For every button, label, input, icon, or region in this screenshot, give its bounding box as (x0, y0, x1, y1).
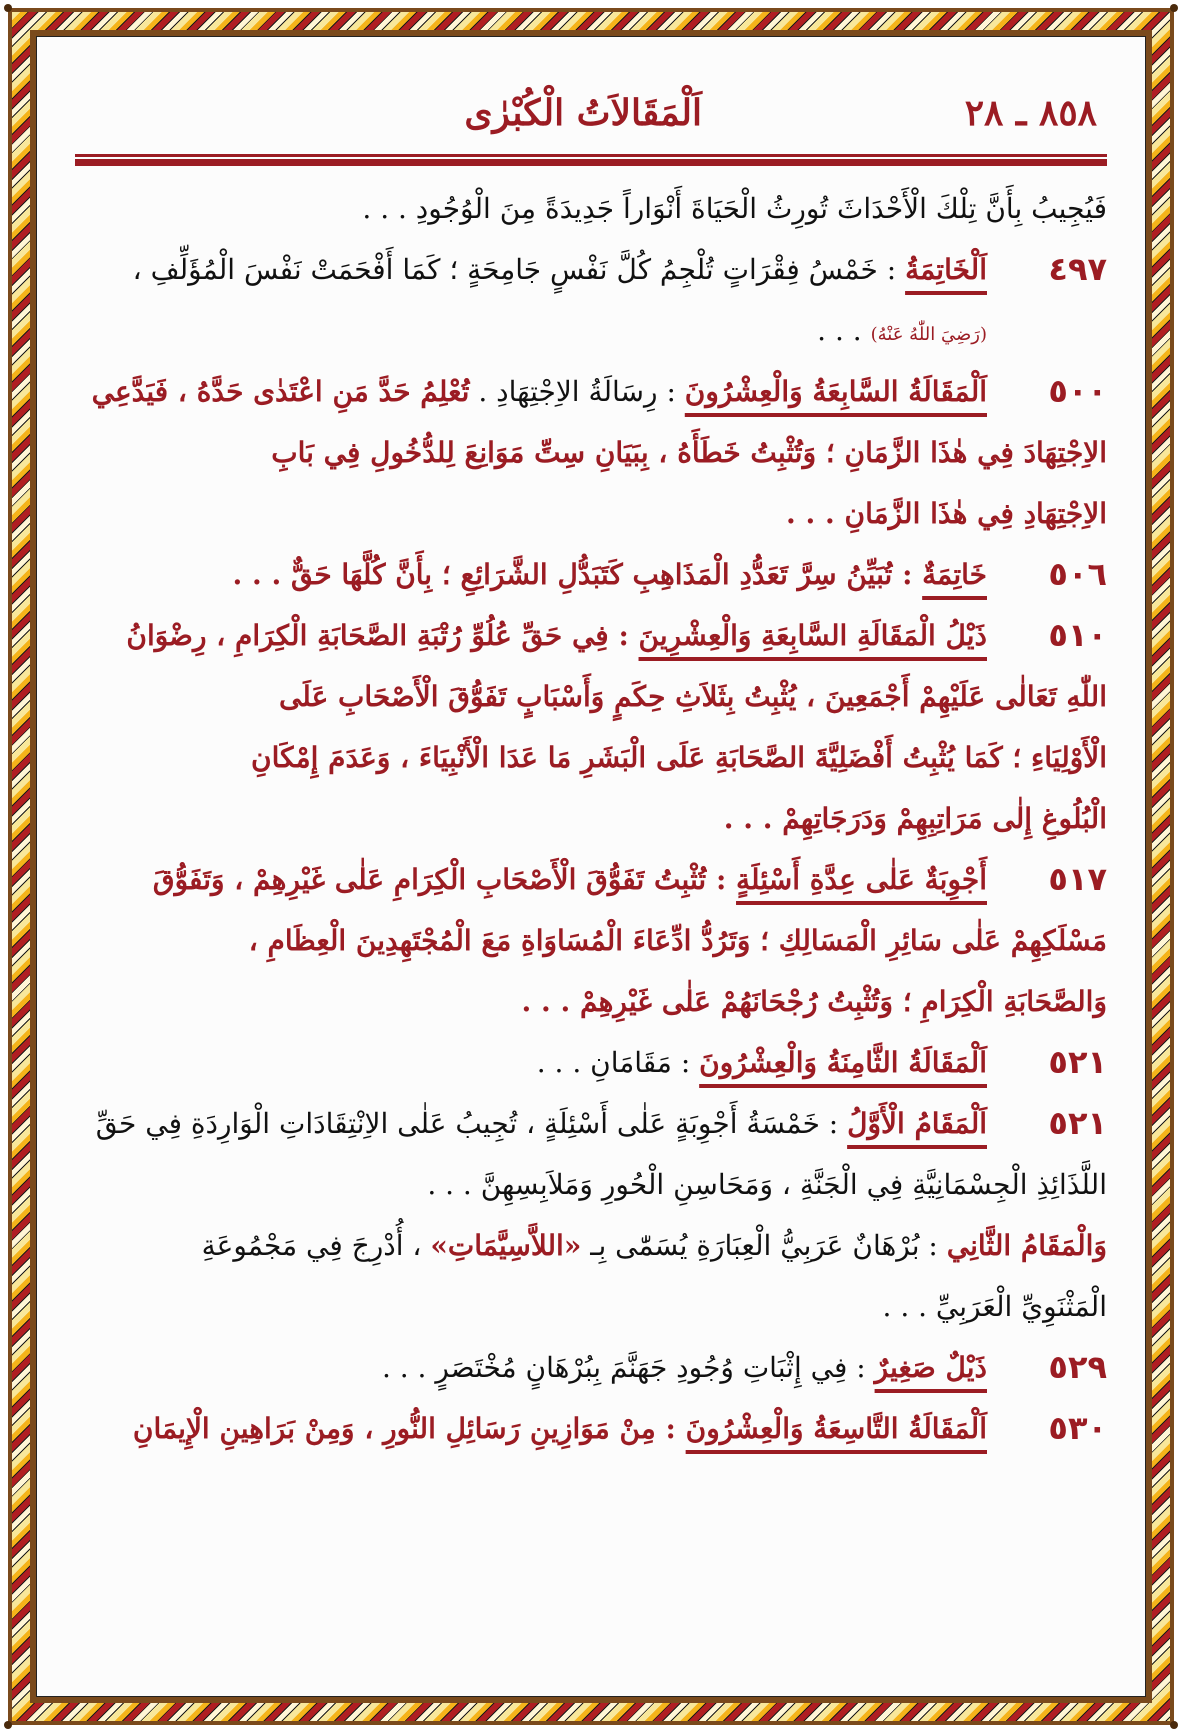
frame-corner-knob (4, 1721, 12, 1729)
frame-corner-knob (1170, 4, 1178, 12)
entry-heading[interactable]: ذَيْلٌ صَغِيرٌ (874, 1351, 987, 1384)
index-entry-530 (75, 1398, 1107, 1459)
entry-text: : خَمْسُ فِقْرَاتٍ تُلْجِمُ كُلَّ نَفْسٍ جَامِحَةٍ ؛ كَمَا أَفْحَمَتْ نَفْسَ الْمُؤَلِّفِ ، (132, 253, 906, 286)
page-number: ٥١٧ (1048, 860, 1107, 898)
entry-text: وَالصَّحَابَةِ الْكِرَامِ ؛ وَتُثْبِتُ رُجْحَانَهُمْ عَلٰى غَيْرِهِمْ . . . (521, 985, 1107, 1018)
running-header (75, 92, 1107, 142)
entry-text: اللّٰهِ تَعَالٰى عَلَيْهِمْ أَجْمَعِينَ ، يُثْبِتُ بِثَلاَثِ حِكَمٍ وَأَسْبَابٍ تَفَوُّقَ الْأَصْحَابِ عَلَى (278, 680, 1107, 713)
frame-corner-knob (4, 4, 12, 12)
entry-text: مَسْلَكِهِمْ عَلٰى سَائِرِ الْمَسَالِكِ ؛ وَتَرُدُّ ادِّعَاءَ الْمُسَاوَاةِ مَعَ الْمُجْتَهِدِينَ الْعِظَامِ ، (248, 924, 1107, 957)
quoted-title: «اللاَّسِيَّمَاتِ» (430, 1229, 582, 1262)
honorific-glyph: (رَضِيَ اللّٰهُ عَنْهُ) (870, 324, 987, 345)
page-number: ٥٢١ (1048, 1043, 1107, 1081)
index-entry-521-article (75, 1032, 1107, 1093)
entry-heading[interactable]: وَالْمَقَامُ الثَّانِي (946, 1229, 1107, 1262)
page-number: ٥٠٦ (1048, 555, 1107, 593)
entry-text: : بُرْهَانٌ عَرَبِيُّ الْعِبَارَةِ يُسَمّٰى بِـ (581, 1229, 947, 1262)
entry-heading[interactable]: اَلْخَاتِمَةُ (905, 253, 987, 286)
intro-text: فَيُجِيبُ بِأَنَّ تِلْكَ الْأَحْدَاثَ تُورِثُ الْحَيَاةَ أَنْوَاراً جَدِيدَةً مِنَ الْوُجُودِ . . . (362, 192, 1107, 225)
entry-heading[interactable]: اَلْمَقَامُ الْأَوَّلُ (847, 1107, 987, 1140)
page-number: ٥٢١ (1048, 1104, 1107, 1142)
entry-heading[interactable]: اَلْمَقَالَةُ الثَّامِنَةُ وَالْعِشْرُونَ (699, 1046, 987, 1079)
page-number: ٥٣٠ (1048, 1409, 1107, 1447)
entry-text: الْمَثْنَوِيِّ الْعَرَبِيِّ . . . (882, 1290, 1107, 1323)
entry-heading[interactable]: اَلْمَقَالَةُ السَّابِعَةُ وَالْعِشْرُونَ (684, 375, 987, 408)
entry-text: ، أُدْرِجَ فِي مَجْمُوعَةِ (201, 1229, 431, 1262)
index-entry-497 (75, 239, 1107, 361)
entry-text: الْأَوْلِيَاءِ ؛ كَمَا يُثْبِتُ أَفْضَلِيَّةَ الصَّحَابَةِ عَلَى الْبَشَرِ مَا عَدَا الْأَنْبِيَاءَ ، وَعَدَمَ إِمْكَانِ (251, 741, 1107, 774)
index-entry-529 (75, 1337, 1107, 1398)
index-entry-second-station (75, 1215, 1107, 1337)
index-content (75, 178, 1107, 1459)
index-entry-510 (75, 605, 1107, 849)
entry-text: : تُثْبِتُ تَفَوُّقَ الْأَصْحَابِ الْكِرَامِ عَلٰى غَيْرِهِمْ ، وَتَفَوُّقَ (152, 863, 737, 896)
ellipsis: . . . (817, 314, 862, 347)
index-entry-521-first-station (75, 1093, 1107, 1215)
index-entry-517 (75, 849, 1107, 1032)
entry-text: : فِي حَقِّ عُلُوِّ رُتْبَةِ الصَّحَابَةِ الْكِرَامِ ، رِضْوَانُ (126, 619, 639, 652)
book-title: اَلْمَقَالاَتُ الْكُبْرٰى (464, 92, 702, 134)
entry-text: : تُبَيِّنُ سِرَّ تَعَدُّدِ الْمَذَاهِبِ كَتَبَدُّلِ الشَّرَائِعِ ؛ بِأَنَّ كُلَّهَا حَقٌّ . . . (232, 558, 923, 591)
entry-text: : مِنْ مَوَازِينِ رَسَائِلِ النُّورِ ، وَمِنْ بَرَاهِينِ الْإِيمَانِ (132, 1412, 686, 1445)
entry-heading[interactable]: اَلْمَقَالَةُ التَّاسِعَةُ وَالْعِشْرُونَ (685, 1412, 987, 1445)
intro-line (75, 178, 1107, 239)
entry-subtitle: : رِسَالَةُ الاِجْتِهَادِ . (469, 375, 685, 408)
entry-text: الْبُلُوغِ إِلٰى مَرَاتِبِهِمْ وَدَرَجَاتِهِمْ . . . (723, 802, 1107, 835)
entry-heading[interactable]: أَجْوِبَةٌ عَلٰى عِدَّةِ أَسْئِلَةٍ (736, 863, 987, 896)
entry-text: : خَمْسَةُ أَجْوِبَةٍ عَلٰى أَسْئِلَةٍ ، تُجِيبُ عَلٰى الاِنْتِقَادَاتِ الْوَارِدَةِ فِي حَقِّ (95, 1107, 848, 1140)
page-number: ٤٩٧ (1048, 250, 1107, 288)
entry-heading[interactable]: خَاتِمَةٌ (922, 558, 987, 591)
entry-text: : مَقَامَانِ . . . (536, 1046, 700, 1079)
page-number: ٥٢٩ (1048, 1348, 1107, 1386)
index-entry-506 (75, 544, 1107, 605)
entry-heading[interactable]: ذَيْلُ الْمَقَالَةِ السَّابِعَةِ وَالْعِشْرِينَ (638, 619, 987, 652)
index-entry-500 (75, 361, 1107, 544)
entry-text: : فِي إِثْبَاتِ وُجُودِ جَهَنَّمَ بِبُرْهَانٍ مُخْتَصَرٍ . . . (381, 1351, 875, 1384)
page-reference: ٨٥٨ ـ ٢٨ (964, 92, 1097, 134)
entry-text: اللَّذَائِذِ الْجِسْمَانِيَّةِ فِي الْجَنَّةِ ، وَمَحَاسِنِ الْحُورِ وَمَلاَبِسِهِنَّ . . . (427, 1168, 1107, 1201)
page-number: ٥٠٠ (1048, 372, 1107, 410)
entry-text: الاِجْتِهَادَ فِي هٰذَا الزَّمَانِ ؛ وَتُثْبِتُ خَطَأَهُ ، بِبَيَانِ سِتِّ مَوَانِعَ لِلدُّخُولِ فِي بَابِ (271, 436, 1107, 469)
page-number: ٥١٠ (1048, 616, 1107, 654)
header-rule-thick (75, 159, 1107, 166)
header-rule-thin (75, 154, 1107, 157)
frame-corner-knob (1170, 1721, 1178, 1729)
entry-text: تُعْلِمُ حَدَّ مَنِ اعْتَدٰى حَدَّهُ ، فَيَدَّعِي (91, 375, 470, 408)
entry-text: الاِجْتِهَادِ فِي هٰذَا الزَّمَانِ . . . (786, 497, 1107, 530)
